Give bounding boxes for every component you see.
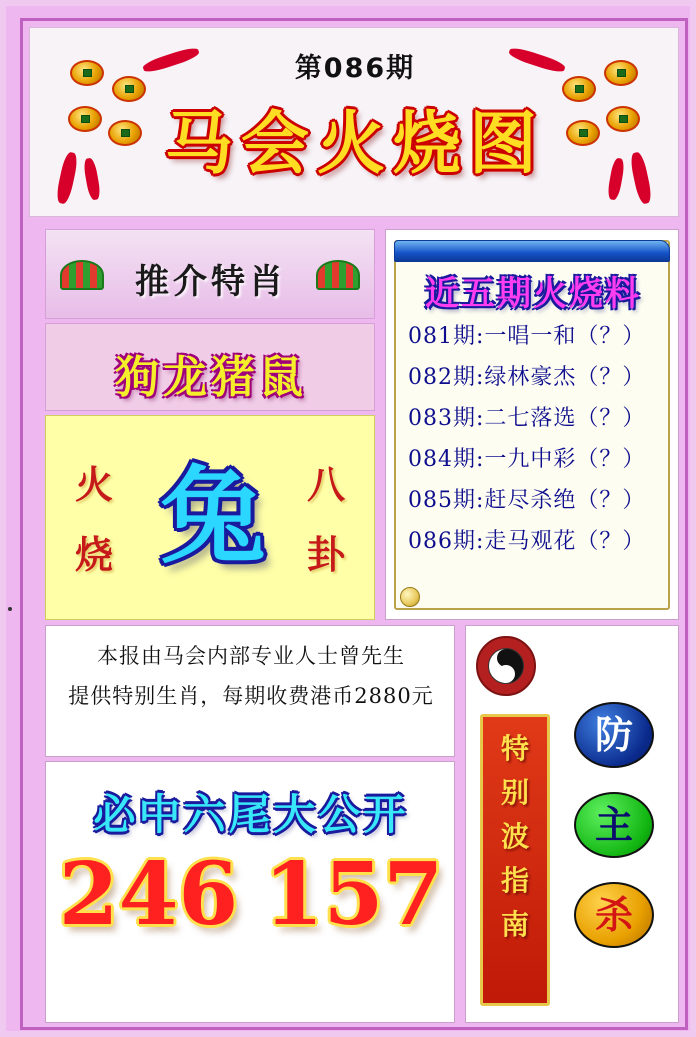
vertical-banner-label — [483, 727, 547, 947]
notice-line-2: 提供特别生肖，每期收费港币2880元 — [68, 684, 434, 708]
number-right: 157 — [263, 844, 444, 945]
bagua-yin-yang-icon — [476, 636, 536, 696]
banner-char-5: 南 — [500, 908, 529, 941]
yin-yang-icon — [488, 648, 524, 684]
zodiac-panel — [45, 323, 375, 411]
banner-char-3: 波 — [500, 820, 529, 853]
history-title: 近五期火烧料 — [425, 274, 641, 314]
list-item: 082期:绿林豪杰（？） — [408, 365, 646, 390]
notice-line-1: 本报由马会内部专业人士曾先生 — [97, 644, 405, 668]
button-sha[interactable]: 杀 — [574, 882, 654, 948]
list-item: 085期:赶尽杀绝（？） — [408, 488, 646, 513]
inner-frame — [20, 18, 688, 1030]
list-item: 086期:走马观花（？） — [408, 529, 646, 554]
huoshao-left-label — [54, 450, 134, 590]
numbers-title: 必中六尾大公开 — [93, 790, 409, 839]
huoshao-bagua-panel — [45, 415, 375, 620]
numbers-panel — [45, 761, 455, 1023]
guide-panel — [465, 625, 679, 1023]
huoshao-left-char2: 烧 — [74, 532, 113, 577]
banner-char-1: 特 — [500, 732, 529, 765]
featured-zodiac: 兔 — [160, 454, 266, 578]
recommend-banner — [45, 229, 375, 319]
huoshao-right-char1: 八 — [306, 462, 345, 507]
edge-dot — [8, 607, 12, 611]
banner-char-2: 别 — [500, 776, 529, 809]
recommend-label: 推介特肖 — [135, 262, 287, 302]
huoshao-right-char2: 卦 — [306, 532, 345, 577]
button-zhu[interactable]: 主 — [574, 792, 654, 858]
list-item: 084期:一九中彩（？） — [408, 447, 646, 472]
page-title: 马会火烧图 — [164, 104, 545, 184]
scroll-knob-icon — [400, 587, 420, 607]
scroll-rod-top — [394, 240, 670, 262]
history-scroll-panel — [385, 229, 679, 620]
zodiac-list: 狗龙猪鼠 — [115, 352, 307, 403]
numbers-row — [46, 844, 456, 945]
button-fang[interactable]: 防 — [574, 702, 654, 768]
huoshao-right-label — [286, 450, 366, 590]
issue-number: 第086期 — [294, 53, 416, 84]
number-left: 246 — [58, 844, 239, 945]
banner-char-4: 指 — [500, 864, 529, 897]
notice-panel — [45, 625, 455, 757]
history-list — [408, 316, 660, 562]
huoshao-left-char1: 火 — [74, 462, 113, 507]
list-item: 083期:二七落选（？） — [408, 406, 646, 431]
vertical-banner — [480, 714, 550, 1006]
list-item: 081期:一唱一和（？） — [408, 324, 646, 349]
poster-header — [29, 27, 679, 217]
